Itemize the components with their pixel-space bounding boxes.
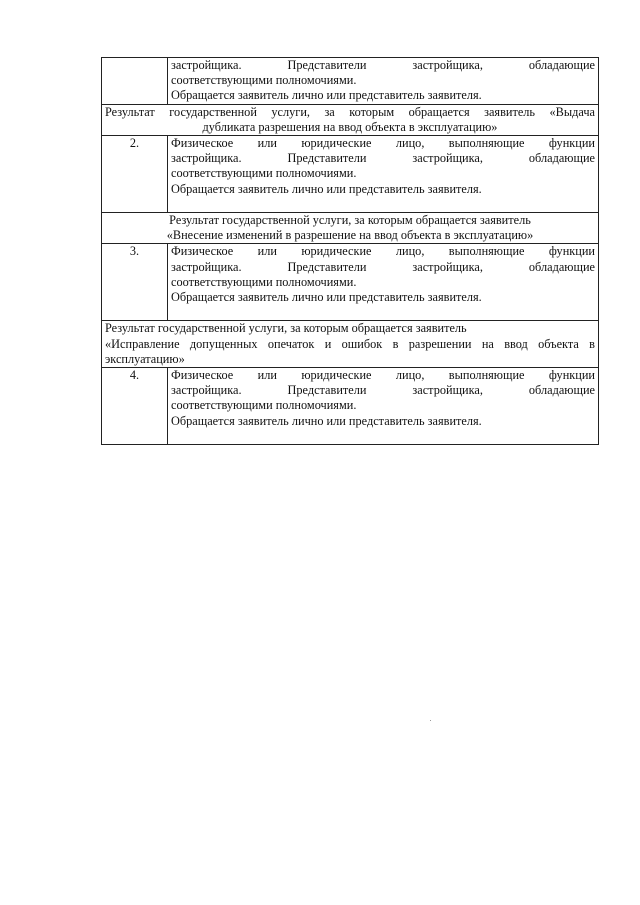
scan-speck: [430, 720, 431, 721]
text-line: соответствующими полномочиями.: [171, 166, 357, 181]
heading-line: эксплуатацию»: [105, 351, 185, 366]
row-text-cell: [168, 58, 599, 105]
text-line: соответствующими полномочиями.: [171, 398, 357, 413]
table-row: [102, 244, 599, 321]
row-number: 3.: [102, 244, 168, 321]
section-heading-row: [102, 213, 599, 244]
text-line: Физическое или юридические лицо, выполняющие функции: [171, 244, 595, 259]
text-line: застройщика. Представители застройщика, обладающие: [171, 383, 595, 398]
section-heading: [102, 104, 599, 135]
text-line: застройщика. Представители застройщика, обладающие: [171, 151, 595, 166]
text-line: Физическое или юридические лицо, выполняющие функции: [171, 368, 595, 383]
section-heading: [102, 213, 599, 244]
table-row: [102, 368, 599, 445]
text-line: Обращается заявитель лично или представитель заявителя.: [171, 413, 482, 428]
section-heading: [102, 321, 599, 368]
text-line: Обращается заявитель лично или представитель заявителя.: [171, 181, 482, 196]
heading-line: Результат государственной услуги, за которым обращается заявитель: [169, 213, 531, 228]
heading-line: дубликата разрешения на ввод объекта в эксплуатацию»: [202, 119, 498, 134]
text-spacer: [171, 305, 595, 320]
text-line: застройщика. Представители застройщика, обладающие: [171, 259, 595, 274]
heading-line: «Внесение изменений в разрешение на ввод объекта в эксплуатацию»: [166, 228, 534, 243]
text-spacer: [171, 429, 595, 444]
text-line: застройщика. Представители застройщика, обладающие: [171, 58, 595, 72]
text-line: Обращается заявитель лично или представитель заявителя.: [171, 290, 482, 305]
section-heading-row: [102, 321, 599, 368]
heading-line: «Исправление допущенных опечаток и ошибок в разрешении на ввод объекта в: [105, 336, 595, 351]
heading-line: Результат государственной услуги, за которым обращается заявитель «Выдача: [105, 104, 595, 119]
applicant-table: [101, 57, 599, 445]
section-heading-row: [102, 104, 599, 135]
row-number: 2.: [102, 136, 168, 213]
table-row: [102, 136, 599, 213]
text-line: Обращается заявитель лично или представитель заявителя.: [171, 88, 482, 103]
text-spacer: [171, 197, 595, 212]
row-text-cell: [168, 136, 599, 213]
text-line: Физическое или юридические лицо, выполняющие функции: [171, 136, 595, 151]
text-line: соответствующими полномочиями.: [171, 274, 357, 289]
row-text-cell: [168, 244, 599, 321]
row-number: 4.: [102, 368, 168, 445]
row-number-cell: [102, 58, 168, 105]
table-row: [102, 58, 599, 105]
row-text-cell: [168, 368, 599, 445]
heading-line: Результат государственной услуги, за которым обращается заявитель: [105, 321, 467, 336]
text-line: соответствующими полномочиями.: [171, 73, 357, 88]
